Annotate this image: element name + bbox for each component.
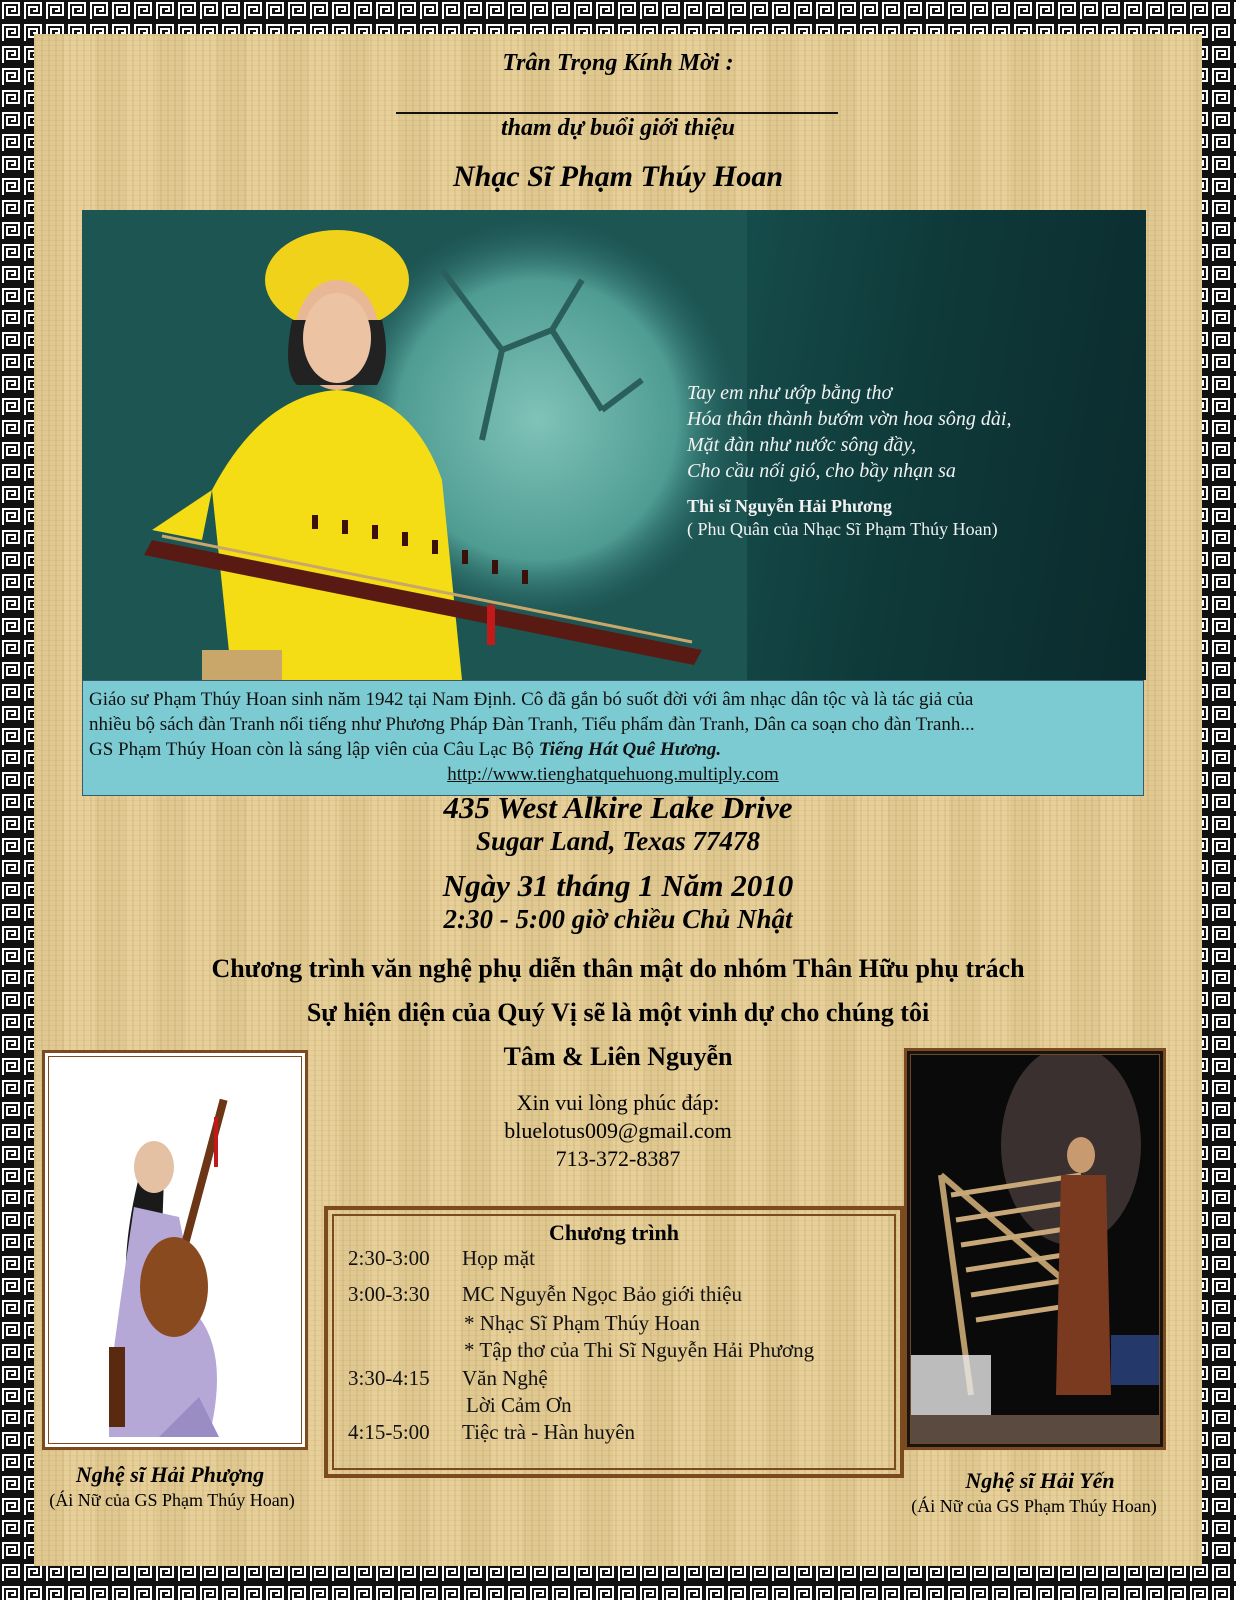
artist-photo-right-frame xyxy=(904,1048,1166,1450)
rsvp-email[interactable]: bluelotus009@gmail.com xyxy=(504,1118,732,1143)
left-artist-note: (Ái Nữ của GS Phạm Thúy Hoan) xyxy=(49,1490,295,1510)
bio-line xyxy=(89,737,1137,762)
poem-line: Mặt đàn như nước sông đầy, xyxy=(687,434,917,456)
program-item: Văn Nghệ xyxy=(462,1366,548,1390)
rsvp-phone: 713-372-8387 xyxy=(555,1146,681,1171)
artist-photo-left-frame xyxy=(42,1050,308,1450)
poem-line: Cho cầu nối gió, cho bầy nhạn sa xyxy=(687,460,956,482)
rsvp-label: Xin vui lòng phúc đáp: xyxy=(516,1090,720,1115)
address-line-2: Sugar Land, Texas 77478 xyxy=(475,826,761,856)
pipa-player-photo xyxy=(49,1057,302,1444)
zither-player-photo xyxy=(82,210,747,680)
bamboo-xylophone-player-photo xyxy=(911,1055,1160,1444)
poet-name: Thi sĩ Nguyễn Hải Phương xyxy=(687,496,892,516)
bio-line-text: GS Phạm Thúy Hoan còn là sáng lập viên của Câu Lạc Bộ xyxy=(89,739,539,760)
bio-line: Giáo sư Phạm Thúy Hoan sinh năm 1942 tại Nam Định. Cô đã gắn bó suốt đời với âm nhạc dân tộc và là tác giả của xyxy=(89,689,974,710)
program-note: Chương trình văn nghệ phụ diễn thân mật do nhóm Thân Hữu phụ trách xyxy=(211,954,1025,983)
right-artist-name: Nghệ sĩ Hải Yến xyxy=(965,1468,1115,1493)
program-time: 3:30-4:15 xyxy=(348,1366,430,1390)
program-item: Tiệc trà - Hàn huyên xyxy=(462,1420,636,1444)
program-time: 4:15-5:00 xyxy=(348,1420,430,1444)
honoree-title: Nhạc Sĩ Phạm Thúy Hoan xyxy=(452,160,784,193)
bio-line: nhiều bộ sách đàn Tranh nổi tiếng như Phương Pháp Đàn Tranh, Tiểu phẩm đàn Tranh, Dân ca soạn cho đàn Tranh... xyxy=(89,714,975,735)
honor-note: Sự hiện diện của Quý Vị sẽ là một vinh dự cho chúng tôi xyxy=(306,998,930,1027)
program-item: * Nhạc Sĩ Phạm Thúy Hoan xyxy=(464,1311,700,1335)
hero-banner xyxy=(82,210,1146,680)
poem-line: Tay em như ướp bằng thơ xyxy=(687,382,893,404)
right-artist-note: (Ái Nữ của GS Phạm Thúy Hoan) xyxy=(911,1496,1157,1516)
invitation-subtitle: tham dự buổi giới thiệu xyxy=(501,115,735,141)
bio-box xyxy=(82,680,1144,796)
program-item: * Tập thơ của Thi Sĩ Nguyễn Hải Phương xyxy=(464,1338,815,1362)
name-blank-line xyxy=(396,112,838,114)
program-title: Chương trình xyxy=(549,1220,679,1245)
program-item: Họp mặt xyxy=(462,1246,535,1270)
event-date: Ngày 31 tháng 1 Năm 2010 xyxy=(442,868,794,903)
event-time: 2:30 - 5:00 giờ chiều Chủ Nhật xyxy=(443,904,793,934)
program-time: 2:30-3:00 xyxy=(348,1246,430,1270)
poet-note: ( Phu Quân của Nhạc Sĩ Phạm Thúy Hoan) xyxy=(687,519,998,539)
program-schedule-box xyxy=(324,1206,904,1478)
poem-text xyxy=(687,380,1011,484)
poem-line: Hóa thân thành bướm vờn hoa sông dài, xyxy=(687,408,1012,430)
address-line-1: 435 West Alkire Lake Drive xyxy=(443,790,793,825)
hosts: Tâm & Liên Nguyễn xyxy=(503,1042,733,1071)
club-name: Tiếng Hát Quê Hương. xyxy=(538,739,722,760)
program-item: Lời Cảm Ơn xyxy=(466,1393,572,1417)
website-link[interactable]: http://www.tienghatquehuong.multiply.com xyxy=(447,764,779,785)
invitation-greeting: Trân Trọng Kính Mời : xyxy=(502,50,734,76)
program-item: MC Nguyễn Ngọc Bảo giới thiệu xyxy=(462,1282,742,1306)
poet-credit xyxy=(687,495,998,541)
program-time: 3:00-3:30 xyxy=(348,1282,430,1306)
left-artist-name: Nghệ sĩ Hải Phượng xyxy=(75,1462,265,1487)
